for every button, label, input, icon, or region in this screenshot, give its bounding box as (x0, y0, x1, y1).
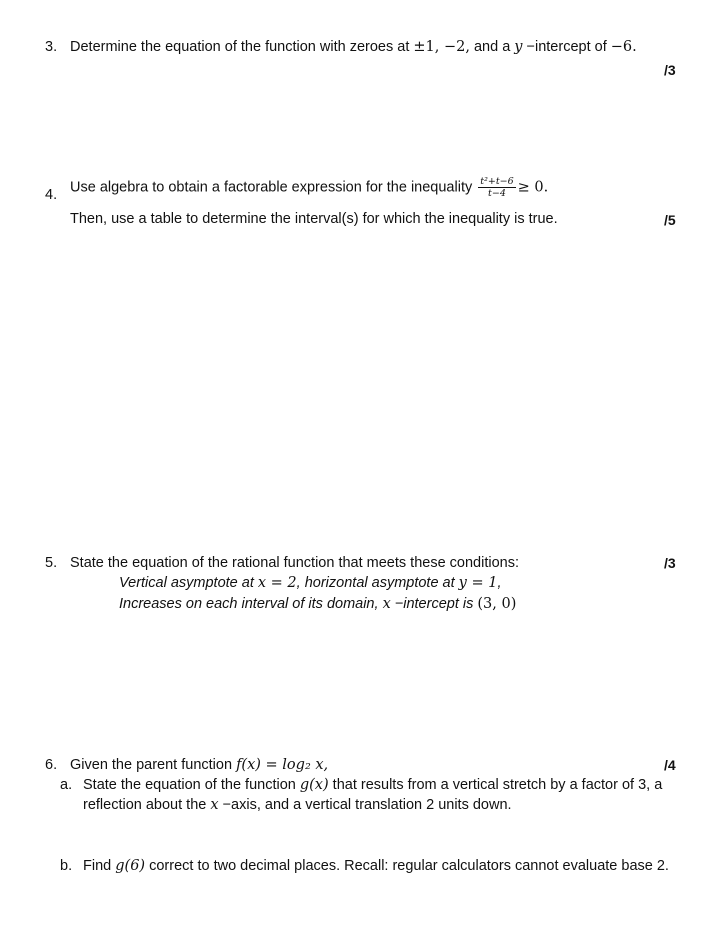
marks-label: /3 (664, 555, 676, 571)
marks-label: /4 (664, 757, 676, 773)
condition-line: Increases on each interval of its domain, x −intercept is (3, 0) (119, 596, 517, 612)
question-number: 3. (45, 39, 58, 55)
marks-label: /3 (664, 62, 676, 78)
marks-label: /5 (664, 212, 676, 228)
sub-question-text: State the equation of the function g(x) that results from a vertical stretch by a factor of 3, a (83, 777, 663, 793)
sub-question-text: Find g(6) correct to two decimal places. Recall: regular calculators cannot evaluate base 2. (83, 858, 669, 874)
question-text: Determine the equation of the function with zeroes at ±1, −2, and a y −intercept of −6. (70, 39, 637, 55)
sub-question-text-line2: reflection about the x −axis, and a vertical translation 2 units down. (83, 797, 512, 813)
condition-line: Vertical asymptote at x = 2, horizontal asymptote at y = 1, (119, 575, 502, 591)
question-number: 4. (45, 187, 58, 203)
question-number: 6. (45, 757, 58, 773)
inequality-fraction: $\frac{\text{t²+t−6}}{t-4}$ (480, 176, 514, 199)
sub-question-label: a. (60, 777, 73, 793)
question-text: State the equation of the rational function that meets these conditions: (70, 555, 519, 571)
question-number: 5. (45, 555, 58, 571)
question-text: Use algebra to obtain a factorable expression for the inequality $\frac{\text{t²+t−6}}{t-4}$ ≥ 0. (70, 176, 549, 199)
question-text: Given the parent function f(x) = log₂ x, (70, 757, 329, 773)
sub-question-label: b. (60, 858, 73, 874)
question-text-line2: Then, use a table to determine the interval(s) for which the inequality is true. (70, 211, 558, 227)
